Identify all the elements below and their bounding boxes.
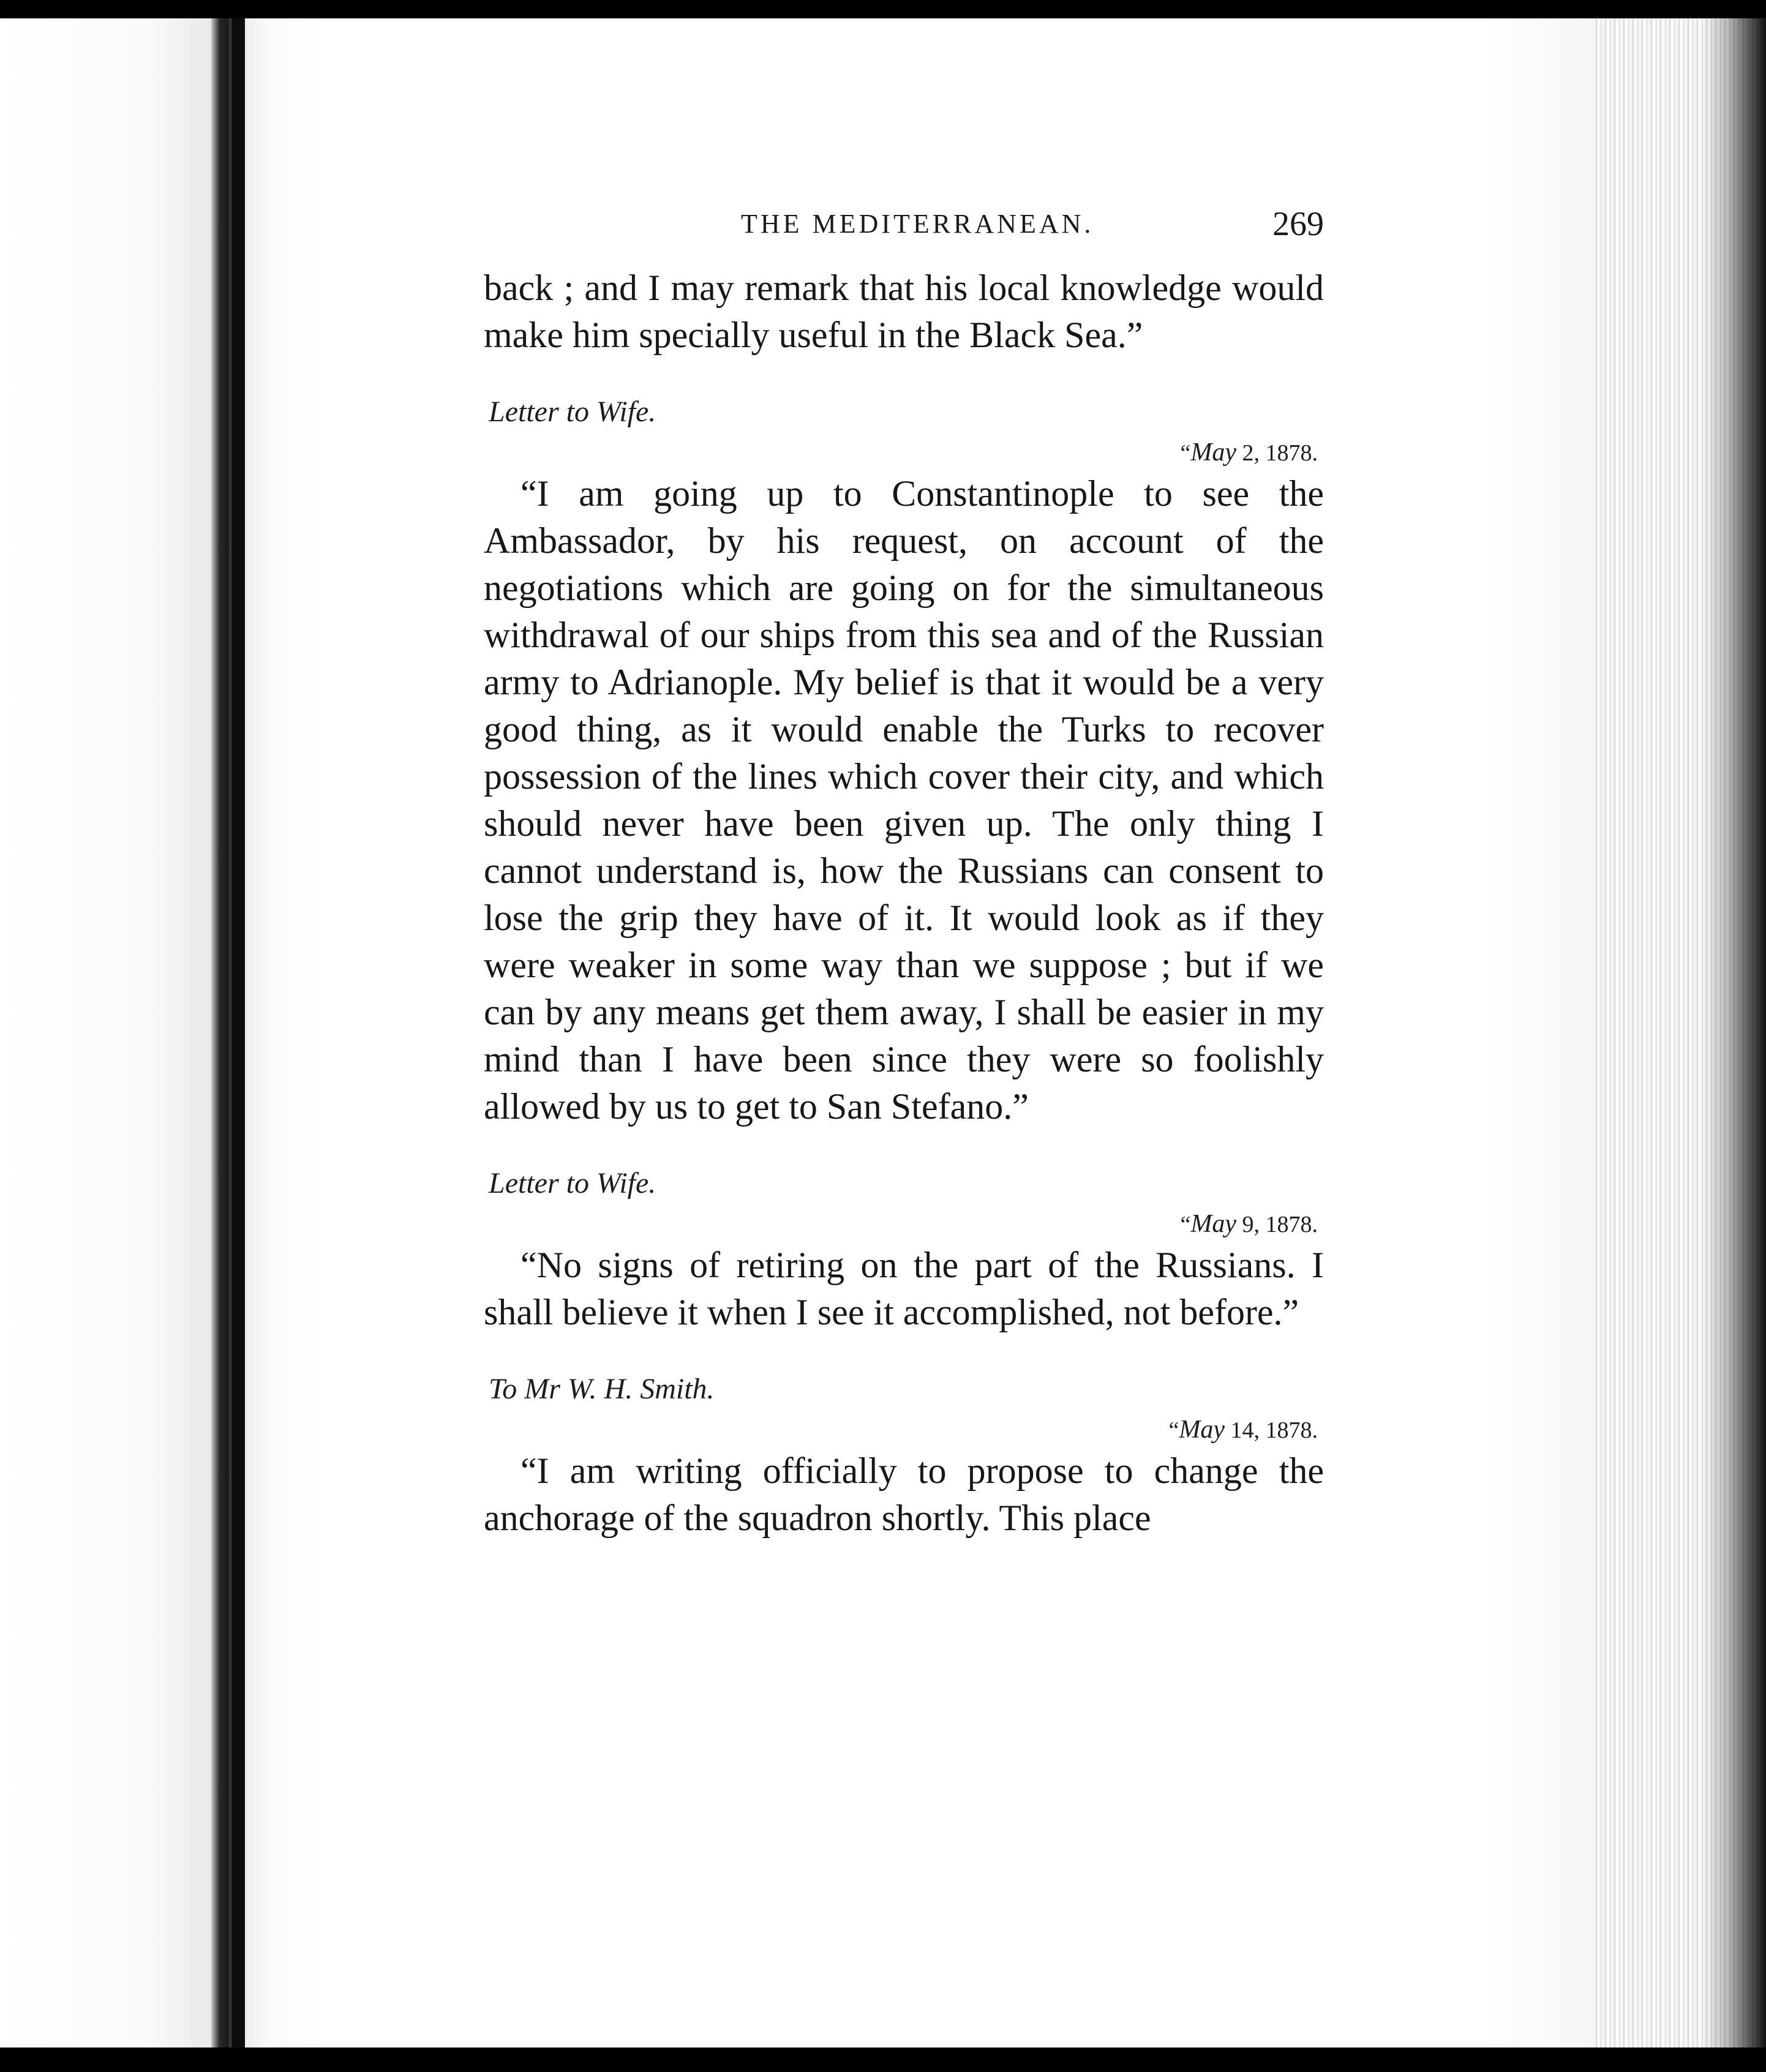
date-rest: 9, 1878. bbox=[1236, 1212, 1318, 1237]
letter-date: “May 9, 1878. bbox=[1180, 1210, 1318, 1238]
page-number: 269 bbox=[1272, 205, 1324, 243]
letter-body: “I am going up to Constantinople to see the Ambassador, by his request, on account of the negotiations which are going on for the simultaneous withdrawal of our ships from this sea and of the Russian army to Adrianople. My belief is that it would be a very good thing, as it would enable the Turks to recover possession of the lines which cover their city, and which should never have been given up. The only thing I cannot understand is, how the Russians can consent to lose the grip they have of it. It would look as if they were weaker in some way than we suppose ; but if we can by any means get them away, I shall be easier in my mind than I have been since they were so foolishly allowed by us to get to San Stefano.” bbox=[484, 473, 1324, 1127]
letter-heading: Letter to Wife. bbox=[489, 1167, 656, 1199]
date-rest: 14, 1878. bbox=[1225, 1417, 1318, 1443]
letter-heading: To Mr W. H. Smith. bbox=[489, 1373, 715, 1405]
letter-body: “No signs of retiring on the part of the Russians. I shall believe it when I see it accomplished, not before.” bbox=[484, 1245, 1324, 1332]
letter-heading: Letter to Wife. bbox=[489, 396, 656, 428]
letter-date: “May 2, 1878. bbox=[1180, 438, 1318, 467]
date-rest: 2, 1878. bbox=[1236, 440, 1318, 466]
continuation-paragraph: back ; and I may remark that his local knowledge would make him specially useful in the Black Sea.” bbox=[484, 268, 1324, 355]
fore-edge-shadow bbox=[1702, 18, 1766, 2048]
date-month: May bbox=[1190, 1210, 1236, 1238]
running-head bbox=[484, 205, 1324, 263]
scan-border-bottom bbox=[0, 2048, 1766, 2072]
scan-border-top bbox=[0, 0, 1766, 18]
date-month: May bbox=[1179, 1416, 1225, 1444]
letter-date: “May 14, 1878. bbox=[1168, 1416, 1318, 1444]
date-month: May bbox=[1190, 438, 1236, 467]
letter-entry bbox=[484, 389, 1324, 1130]
letter-entry bbox=[484, 1367, 1324, 1542]
page-text-block bbox=[484, 205, 1324, 1542]
gutter-shadow bbox=[231, 18, 245, 2048]
letter-body: “I am writing officially to propose to change the anchorage of the squadron shortly. This place bbox=[484, 1451, 1324, 1538]
running-title: THE MEDITERRANEAN. bbox=[741, 209, 1094, 239]
left-facing-page bbox=[0, 18, 211, 2048]
letter-entry bbox=[484, 1161, 1324, 1336]
